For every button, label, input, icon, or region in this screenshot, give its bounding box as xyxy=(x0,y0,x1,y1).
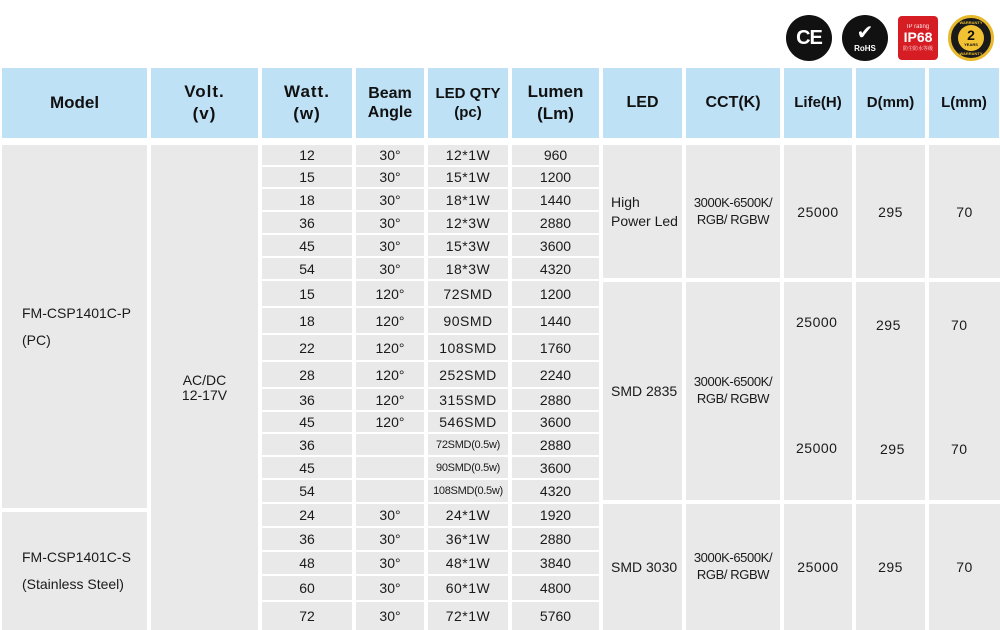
diameter-smd2835-half-watt: 295 xyxy=(880,441,905,457)
lumen-cell: 1200 xyxy=(512,167,599,187)
lumen-cell: 3600 xyxy=(512,235,599,256)
watt-cell: 28 xyxy=(262,362,352,387)
led-qty-cell: 18*3W xyxy=(428,258,508,279)
life-smd2835-half-watt: 25000 xyxy=(796,440,838,456)
led-qty-cell: 60*1W xyxy=(428,576,508,600)
model-pc: FM-CSP1401C-P (PC) xyxy=(2,145,147,508)
beam-angle-cell: 30° xyxy=(356,552,424,574)
lumen-cell: 1440 xyxy=(512,308,599,333)
led-qty-cell: 90SMD(0.5w) xyxy=(428,457,508,478)
header-cct: CCT(K) xyxy=(686,68,780,138)
watt-cell: 15 xyxy=(262,167,352,187)
led-qty-cell: 72SMD xyxy=(428,281,508,306)
diameter-smd3030: 295 xyxy=(856,504,925,630)
watt-cell: 45 xyxy=(262,412,352,432)
watt-cell: 45 xyxy=(262,235,352,256)
lumen-cell: 4320 xyxy=(512,480,599,502)
lumen-cell: 3840 xyxy=(512,552,599,574)
watt-cell: 45 xyxy=(262,457,352,478)
lumen-cell: 3600 xyxy=(512,412,599,432)
header-beam-angle: Beam Angle xyxy=(356,68,424,138)
led-qty-cell: 15*1W xyxy=(428,167,508,187)
beam-angle-cell: 30° xyxy=(356,145,424,165)
warranty-icon: WARRANTY 2 YEARS WARRANTY xyxy=(948,15,994,61)
cct-high-power: 3000K-6500K/ RGB/ RGBW xyxy=(686,145,780,278)
lumen-cell: 1440 xyxy=(512,189,599,210)
header-led-qty: LED QTY (pc) xyxy=(428,68,508,138)
watt-cell: 18 xyxy=(262,189,352,210)
led-qty-cell: 12*1W xyxy=(428,145,508,165)
lumen-cell: 3600 xyxy=(512,457,599,478)
beam-angle-cell: 30° xyxy=(356,504,424,526)
life-smd2835: 25000 xyxy=(796,314,838,330)
led-qty-cell: 36*1W xyxy=(428,528,508,550)
watt-cell: 72 xyxy=(262,602,352,630)
lumen-cell: 2880 xyxy=(512,434,599,455)
length-smd3030: 70 xyxy=(929,504,1000,630)
header-volt: Volt. (v) xyxy=(151,68,258,138)
rohs-icon: ✔ RoHS xyxy=(842,15,888,61)
led-qty-cell: 15*3W xyxy=(428,235,508,256)
diameter-smd2835-block xyxy=(856,282,925,500)
check-icon: ✔ xyxy=(856,22,874,44)
certification-badges xyxy=(786,13,994,63)
lumen-cell: 960 xyxy=(512,145,599,165)
led-type-smd3030: SMD 3030 xyxy=(603,504,682,630)
header-model: Model xyxy=(2,68,147,138)
watt-cell: 48 xyxy=(262,552,352,574)
watt-cell: 36 xyxy=(262,389,352,410)
ip68-icon: IP rating IP68 防尘防水等级 xyxy=(898,16,938,60)
beam-angle-cell: 30° xyxy=(356,528,424,550)
led-qty-cell: 108SMD xyxy=(428,335,508,360)
beam-angle-cell: 120° xyxy=(356,389,424,410)
header-led: LED xyxy=(603,68,682,138)
beam-angle-cell: 120° xyxy=(356,412,424,432)
beam-angle-cell: 30° xyxy=(356,576,424,600)
led-qty-cell: 12*3W xyxy=(428,212,508,233)
header-life: Life(H) xyxy=(784,68,852,138)
watt-cell: 36 xyxy=(262,528,352,550)
life-smd3030: 25000 xyxy=(784,504,852,630)
beam-angle-cell: 30° xyxy=(356,258,424,279)
watt-cell: 36 xyxy=(262,212,352,233)
length-smd2835-half-watt: 70 xyxy=(951,441,968,457)
beam-angle-cell: 30° xyxy=(356,212,424,233)
watt-cell: 36 xyxy=(262,434,352,455)
lumen-cell: 2880 xyxy=(512,389,599,410)
lumen-cell: 4800 xyxy=(512,576,599,600)
led-qty-cell: 18*1W xyxy=(428,189,508,210)
beam-angle-cell: 30° xyxy=(356,602,424,630)
spec-table xyxy=(0,68,1000,630)
cct-smd3030: 3000K-6500K/ RGB/ RGBW xyxy=(686,504,780,630)
led-qty-cell: 315SMD xyxy=(428,389,508,410)
length-smd2835: 70 xyxy=(951,317,968,333)
lumen-cell: 1920 xyxy=(512,504,599,526)
header-diameter: D(mm) xyxy=(856,68,925,138)
beam-angle-cell xyxy=(356,457,424,478)
life-high-power: 25000 xyxy=(784,145,852,278)
ce-mark-icon: CE xyxy=(786,15,832,61)
diameter-high-power: 295 xyxy=(856,145,925,278)
led-qty-cell: 72SMD(0.5w) xyxy=(428,434,508,455)
led-type-smd2835: SMD 2835 xyxy=(603,282,682,500)
length-smd2835-block xyxy=(929,282,1000,500)
watt-cell: 24 xyxy=(262,504,352,526)
beam-angle-cell: 120° xyxy=(356,362,424,387)
beam-angle-cell xyxy=(356,480,424,502)
header-length: L(mm) xyxy=(929,68,999,138)
watt-cell: 22 xyxy=(262,335,352,360)
led-qty-cell: 90SMD xyxy=(428,308,508,333)
model-stainless: FM-CSP1401C-S (Stainless Steel) xyxy=(2,512,147,630)
beam-angle-cell: 120° xyxy=(356,308,424,333)
led-qty-cell: 546SMD xyxy=(428,412,508,432)
led-qty-cell: 108SMD(0.5w) xyxy=(428,480,508,502)
beam-angle-cell: 30° xyxy=(356,167,424,187)
beam-angle-cell: 120° xyxy=(356,281,424,306)
beam-angle-cell: 120° xyxy=(356,335,424,360)
header-watt: Watt. (w) xyxy=(262,68,352,138)
led-qty-cell: 72*1W xyxy=(428,602,508,630)
lumen-cell: 2240 xyxy=(512,362,599,387)
lumen-cell: 2880 xyxy=(512,212,599,233)
voltage-cell: AC/DC 12-17V xyxy=(151,145,258,630)
led-qty-cell: 24*1W xyxy=(428,504,508,526)
beam-angle-cell: 30° xyxy=(356,235,424,256)
cct-smd2835: 3000K-6500K/ RGB/ RGBW xyxy=(686,282,780,500)
lumen-cell: 1200 xyxy=(512,281,599,306)
watt-cell: 60 xyxy=(262,576,352,600)
beam-angle-cell xyxy=(356,434,424,455)
lumen-cell: 2880 xyxy=(512,528,599,550)
watt-cell: 54 xyxy=(262,480,352,502)
watt-cell: 12 xyxy=(262,145,352,165)
lumen-cell: 4320 xyxy=(512,258,599,279)
lumen-cell: 1760 xyxy=(512,335,599,360)
header-lumen: Lumen (Lm) xyxy=(512,68,599,138)
watt-cell: 18 xyxy=(262,308,352,333)
watt-cell: 15 xyxy=(262,281,352,306)
beam-angle-cell: 30° xyxy=(356,189,424,210)
length-high-power: 70 xyxy=(929,145,1000,278)
led-type-high-power: High Power Led xyxy=(603,145,682,278)
diameter-smd2835: 295 xyxy=(876,317,901,333)
led-qty-cell: 48*1W xyxy=(428,552,508,574)
led-qty-cell: 252SMD xyxy=(428,362,508,387)
lumen-cell: 5760 xyxy=(512,602,599,630)
watt-cell: 54 xyxy=(262,258,352,279)
